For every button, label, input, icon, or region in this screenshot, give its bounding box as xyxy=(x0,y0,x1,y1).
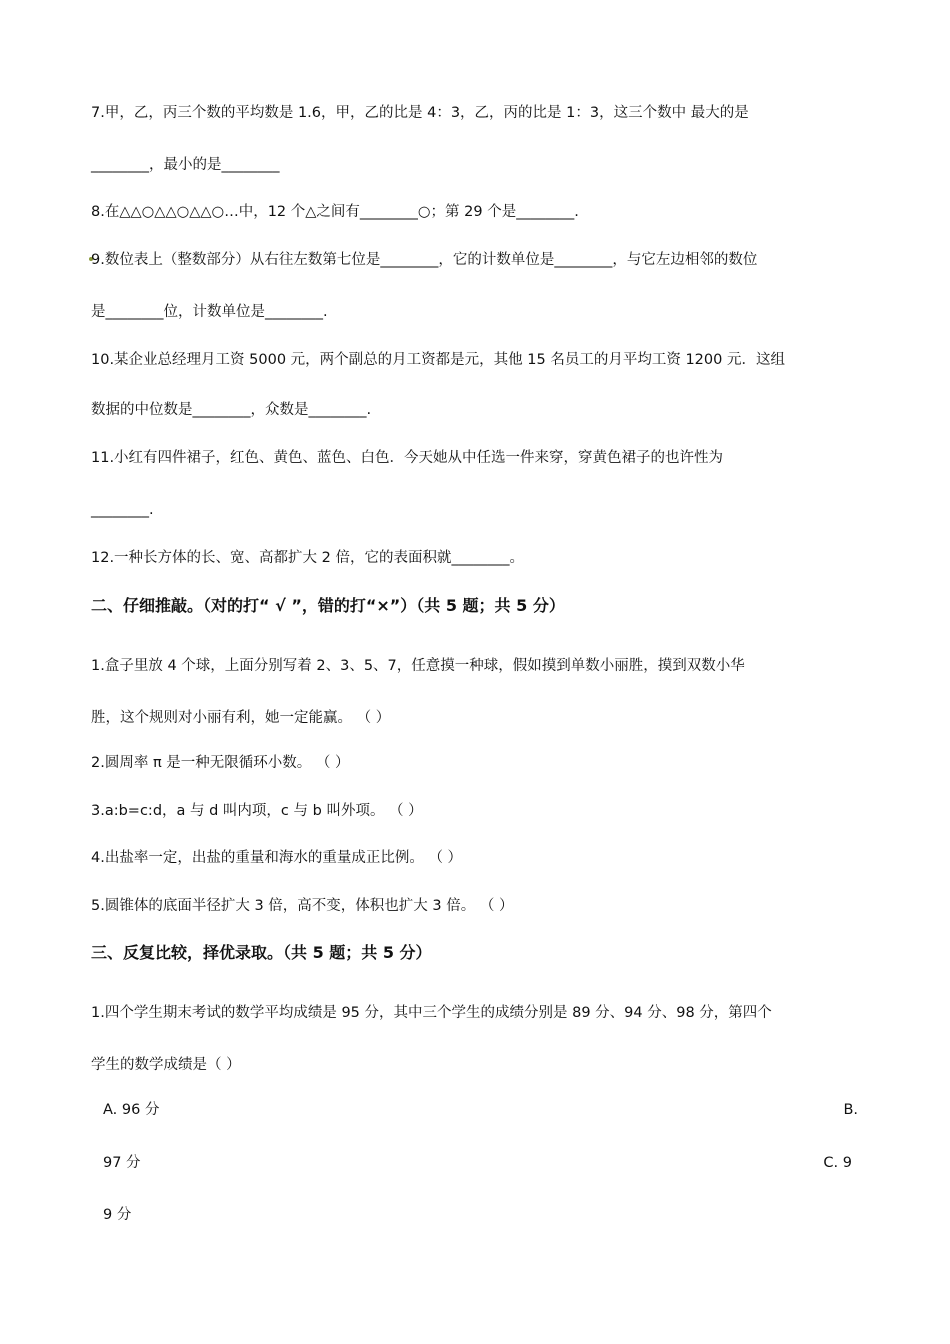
judge-item-1-line-1: 1.盒子里放 4 个球，上面分别写着 2、3、5、7，任意摸一种球，假如摸到单数小丽胜，摸到双数小华 xyxy=(91,658,745,674)
question-11-line-2: ________. xyxy=(91,502,154,518)
question-11-line-1: 11.小红有四件裙子，红色、黄色、蓝色、白色．今天她从中任选一件来穿，穿黄色裙子的也许性为 xyxy=(91,450,724,466)
question-9-line-2: 是________位，计数单位是________. xyxy=(91,304,328,320)
judge-item-2: 2.圆周率 π 是一种无限循环小数。 （ ） xyxy=(91,755,350,771)
section-3-heading: 三、反复比较，择优录取。（共 5 题；共 5 分） xyxy=(91,943,432,962)
option-a: A. 96 分 xyxy=(103,1102,160,1118)
question-9-line-1: 9.数位表上（整数部分）从右往左数第七位是________，它的计数单位是________，与它左边相邻的数位 xyxy=(91,252,758,268)
option-c-value: 9 分 xyxy=(103,1207,132,1223)
choice-question-1-line-2: 学生的数学成绩是（ ） xyxy=(91,1057,241,1073)
judge-item-1-line-2: 胜，这个规则对小丽有利，她一定能赢。 （ ） xyxy=(91,710,391,726)
question-12: 12.一种长方体的长、宽、高都扩大 2 倍，它的表面积就________。 xyxy=(91,550,525,566)
question-10-line-2: 数据的中位数是________，众数是________. xyxy=(91,402,372,418)
question-8: 8.在△△○△△○△△○…中，12 个△之间有________○；第 29 个是________. xyxy=(91,204,579,220)
option-c-label: C. 9 xyxy=(823,1155,852,1171)
judge-item-4: 4.出盐率一定，出盐的重量和海水的重量成正比例。 （ ） xyxy=(91,850,463,866)
section-2-heading: 二、仔细推敲。（对的打“ √ ”，错的打“×”）（共 5 题；共 5 分） xyxy=(91,596,565,615)
question-10-line-1: 10.某企业总经理月工资 5000 元，两个副总的月工资都是元，其他 15 名员工的月平均工资 1200 元．这组 xyxy=(91,352,785,368)
question-7-line-2: ________，最小的是________ xyxy=(91,157,280,173)
judge-item-5: 5.圆锥体的底面半径扩大 3 倍，高不变，体积也扩大 3 倍。 （ ） xyxy=(91,898,514,914)
option-b-value: 97 分 xyxy=(103,1155,141,1171)
choice-question-1-line-1: 1.四个学生期末考试的数学平均成绩是 95 分，其中三个学生的成绩分别是 89 分、94 分、98 分，第四个 xyxy=(91,1005,772,1021)
question-7-line-1: 7.甲，乙，丙三个数的平均数是 1.6，甲，乙的比是 4：3，乙，丙的比是 1：3，这三个数中 最大的是 xyxy=(91,105,749,121)
judge-item-3: 3.a:b=c:d，a 与 d 叫内项，c 与 b 叫外项。 （ ） xyxy=(91,803,423,819)
option-b-label: B. xyxy=(843,1102,858,1118)
